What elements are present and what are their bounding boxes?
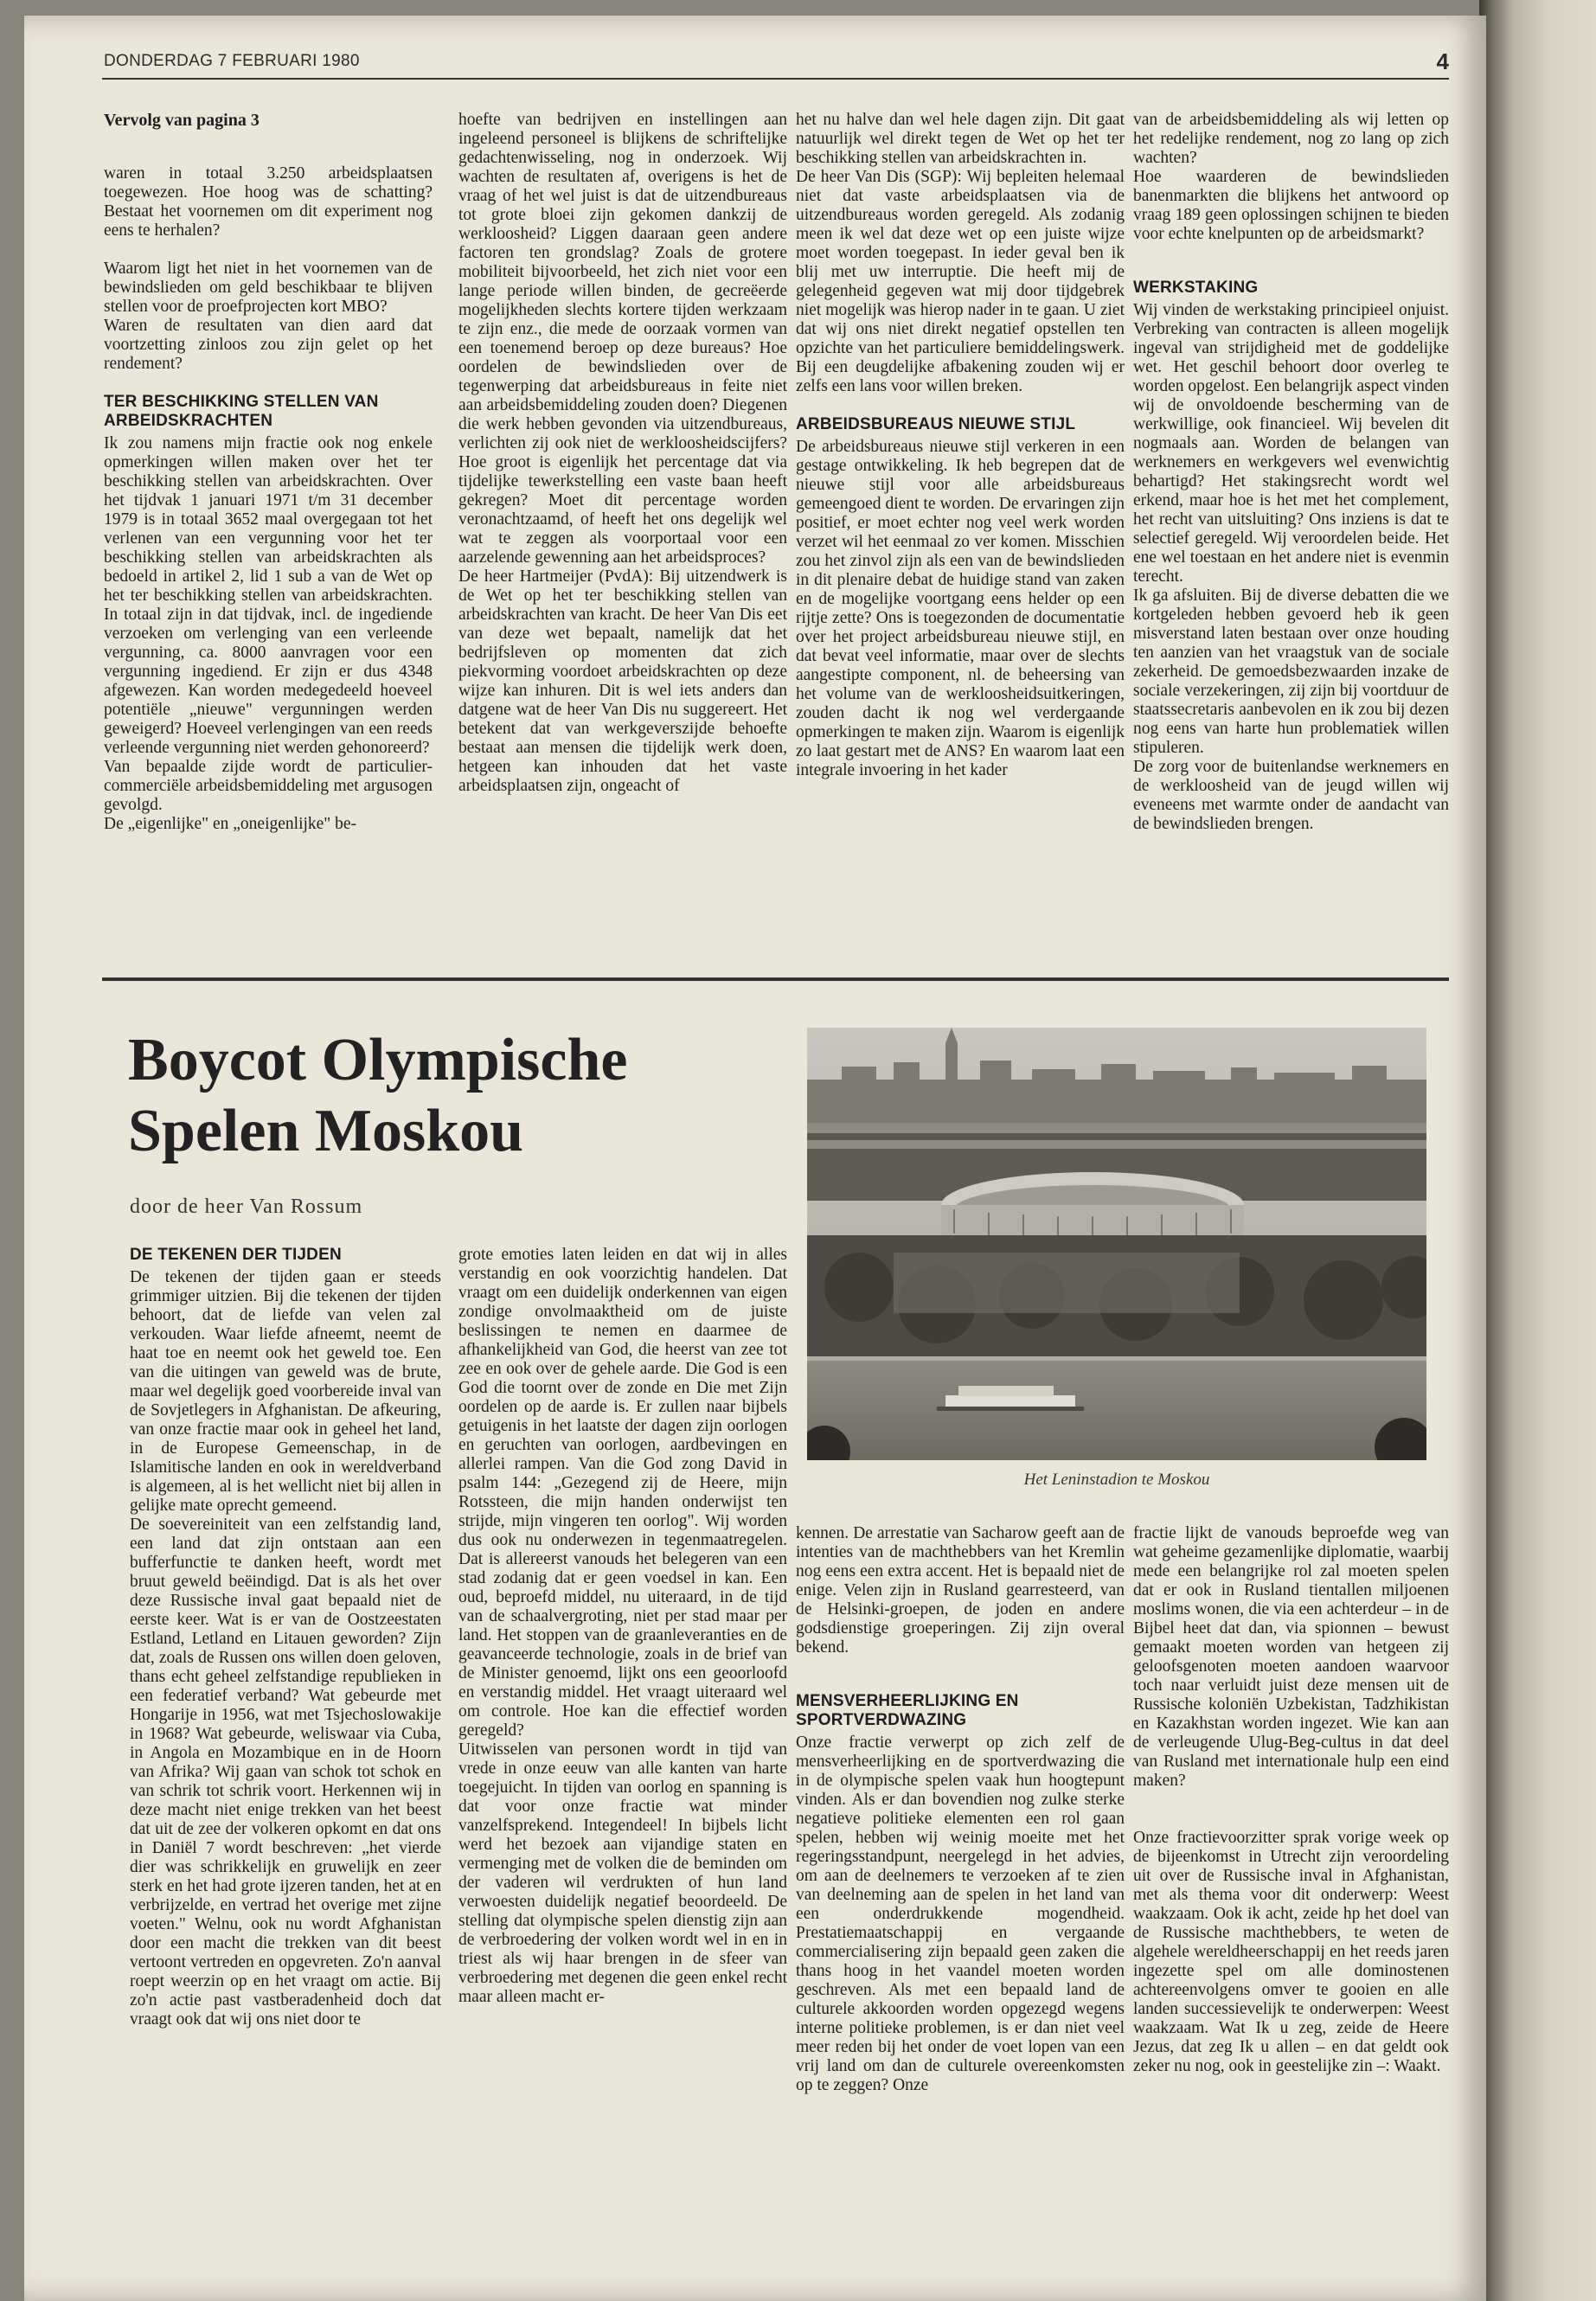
paragraph: De tekenen der tijden gaan er steeds grimmiger uitzien. Bij die tekenen der tijden behoort, dat de liefde van velen zal verkouden. Waar liefde afneemt, neemt de haat toe en neemt ook het geweld toe. Een van die uitingen van geweld was de brute, maar wel degelijk goed voorbereide inval van de Sovjetlegers in Afghanistan. De afkeuring, van onze fractie maar ook in geheel het land, in de Europese Gemeenschap, in de Islamitische landen en ook in wereldverband is algemeen, al is het wellicht niet bij allen in gelijke mate oprecht gemeend. xyxy=(130,1268,441,1515)
top-column-3 xyxy=(796,111,1125,780)
article-column-4 xyxy=(1133,1524,1449,2076)
paragraph: het nu halve dan wel hele dagen zijn. Dit gaat natuurlijk wel direkt tegen de Wet op het ter beschikking stellen van arbeidskrachten in. xyxy=(796,111,1125,167)
paragraph: fractie lijkt de vanouds beproefde weg van wat geheime gezamenlijke diplomatie, waarbij mede een belangrijke rol zal moeten spelen dat er ook in Rusland tientallen miljoenen moslims wonen, die via een achterdeur – in de Bijbel heet dat dan, via spionnen – bewust gemaakt moeten worden van hetgeen zij geloofsgenoten moeten aandoen waarvoor toch naar verluidt juist deze mensen uit de Russische koloniën Uzbekistan, Tadzhikistan en Kazakhstan worden ingezet. Wie kan aan de verleugende Ulug-Beg-cultus in dat deel van Rusland met internationale hulp een eind maken? xyxy=(1133,1524,1449,1790)
top-column-2 xyxy=(458,111,787,796)
top-column-4 xyxy=(1133,111,1449,834)
paragraph: De soevereiniteit van een zelfstandig land, een land dat zijn ontstaan aan een bufferfunctie te danken heeft, wordt met bruut geweld beëindigd. Dat is als het over deze Russische inval gaat bepaald niet de eerste keer. Wat is er van de Oostzeestaten Estland, Letland en Litauen geworden? Zijn dat, zoals de Russen ons willen doen geloven, thans echt geheel zelfstandige republieken in een federatief verband? Wat gebeurde met Hongarije in 1956, wat met Tsjechoslowakije in 1968? Wat gebeurde, weliswaar via Cuba, in Angola en Mozambique en in de Hoorn van Afrika? Wij gaan van schok tot schok en van schrik tot schrik voort. Herkennen wij in deze macht niet enige trekken van het beest dat uit de zee der volkeren opkomt en dat ons in Daniël 7 wordt beschreven: „het vierde dier was schrikkelijk en gruwelijk en zeer sterk en het had grote ijzeren tanden, het at en verbrijzelde, en vertrad het overige met zijne voeten." Welnu, ook nu wordt Afghanistan door een macht die trekken van dit beest vertoont vertreden en opgevreten. Zo'n aanval roept weerzin op en het vraagt om actie. Bij zo'n actie past vastberadenheid doch dat vraagt ook dat wij ons niet door te xyxy=(130,1516,441,2029)
article-headline: Boycot Olympische Spelen Moskou xyxy=(128,1027,628,1164)
photo-caption: Het Leninstadion te Moskou xyxy=(1023,1471,1210,1489)
paragraph: Uitwisselen van personen wordt in tijd van vrede in onze eeuw van alle kanten van harte toegejuicht. In tijden van oorlog en spanning is dat voor onze fractie wat minder vanzelfsprekend. Integendeel! In bijbels licht werd het bezoek aan vijandige staten en vermenging met de volken die de beminden om der vaderen wil verdrukten of hun land verwoesten duidelijk negatief beoordeeld. De stelling dat olympische spelen dienstig zijn aan de verbroedering der volken wordt wel in en in triest als wij haar brengen in de sfeer van verbroedering met degenen die geen enkel recht maar alleen macht er- xyxy=(458,1740,787,2006)
section-heading: ARBEIDSBUREAUS NIEUWE STIJL xyxy=(796,415,1076,433)
article-column-1 xyxy=(130,1246,441,2029)
stadium-photo-image xyxy=(807,1028,1426,1460)
paragraph: De „eigenlijke" en „oneigenlijke" be- xyxy=(104,815,357,833)
paragraph: De heer Van Dis (SGP): Wij bepleiten helemaal niet dat vaste arbeidsplaatsen via de uitzendbureaus worden geregeld. Als zodanig meen ik wel dat deze wet op een juiste wijze moet worden toegepast. In ieder geval ben ik blij met uw interruptie. Die heeft mij de gelegenheid gegeven wat mij door tijdgebrek niet mogelijk was hierop nader in te gaan. U ziet dat wij ons niet direkt negatief opstellen ten opzichte van het particuliere bemiddelingswerk. Bij een deugdelijke afbakening zouden wij er zelfs een lans voor willen breken. xyxy=(796,168,1125,395)
top-column-1 xyxy=(104,111,433,834)
page-number: 4 xyxy=(1436,48,1449,74)
article-column-3 xyxy=(796,1524,1125,2095)
issue-date: DONDERDAG 7 FEBRUARI 1980 xyxy=(104,52,360,70)
paragraph: Van bepaalde zijde wordt de particulier-commerciële arbeidsbemiddeling met argusogen gevolgd. xyxy=(104,758,433,814)
section-heading: MENSVERHEERLIJKING EN SPORTVERDWAZING xyxy=(796,1692,1019,1729)
paragraph: De heer Hartmeijer (PvdA): Bij uitzendwerk is de Wet op het ter beschikking stellen van arbeidskrachten van kracht. De heer Van Dis eet van deze wet bepaalt, namelijk dat het bedrijfsleven op momenten dat zich piekvorming voordoet arbeidskrachten op deze wijze kan inhuren. Dit is wel iets anders dan datgene wat de heer Van Dis nu suggereert. Het betekent dat van werkgeverszijde behoefte bestaat aan mensen die tijdelijk werk doen, hetgeen kan inhouden dat het vaste arbeidsplaatsen zijn, ongeacht of xyxy=(458,567,787,795)
paragraph: grote emoties laten leiden en dat wij in alles verstandig en ook voorzichtig handelen. Dat vraagt om een duidelijk onderkennen van eigen zondige onvolmaaktheid om de juiste beslissingen te nemen en daarmee de afhankelijkheid van God, die heerst van zee tot zee en ook over de gehele aarde. Die God is een God die toornt over de zonde en Die met Zijn oordelen op de aarde is. Er zullen naar bijbels getuigenis in het laatste der dagen zijn oorlogen en geruchten van oorlogen, aardbevingen en allerlei rampen. Van die God zong David in psalm 144: „Gezegend zij de Heere, mijn Rotssteen, die mijn handen onderwijst ten strijde, mijn vingeren ten oorlog". Wij worden dus ook nu onderwezen in tegenmaatregelen. Dat is allereerst vanouds het belegeren van een stad zodanig dat er geen voedsel in kan. Een oud, beproefd middel, nu uiteraard, in de tijd van de schaalvergroting, niet per stad maar per land. Het stoppen van de graanleveranties en de geavanceerde technologie, zoals in de brief van de Minister genoemd, lijkt ons een geoorloofd en verstandig middel. Het vraagt uiteraard wel om controle. Hoe kan die effectief worden geregeld? xyxy=(458,1246,787,1740)
paragraph: hoefte van bedrijven en instellingen aan ingeleend personeel is blijkens de schriftelijke gedachtenwisseling, nog in onderzoek. Wij wachten de resultaten af, overigens is het de vraag of het wel juist is dat de uitzendbureaus tot grote bloei zijn gekomen dankzij de werkloosheid? Liggen daaraan geen andere factoren ten grondslag? Zoals de grotere mobiliteit bijvoorbeeld, het zich niet voor een lange periode willen binden, de gecreëerde mogelijkheden slechts kortere tijden werkzaam te zijn enz., die mede de oorzaak vormen van een toenemend beroep op deze bureaus? Hoe oordelen de bewindslieden over de tegenwerping dat arbeidsbureaus in feite niet aan arbeidsbemiddeling zouden doen? Diegenen die werk hebben gevonden via uitzendbureaus, verlichten zij ook niet de werkloosheidscijfers? Hoe groot is eigenlijk het percentage dat via tijdelijke tewerkstelling een vaste baan heeft gekregen? Moet dit percentage worden veronachtzaamd, of heeft het ons degelijk wel wat te zeggen als voorportaal voor een aarzelende gewenning aan het arbeidsproces? xyxy=(458,111,787,567)
paragraph: van de arbeidsbemiddeling als wij letten op het redelijke rendement, nog zo lang op zich wachten? xyxy=(1133,111,1449,167)
paragraph: Wij vinden de werkstaking principieel onjuist. Verbreking van contracten is alleen mogelijk ingeval van strijdigheid met de goddelijke wet. Het geschil behoort door overleg te worden opgelost. Een belangrijk aspect vinden wij de onvoldoende bescherming van de werkwillige, ook financieel. Wij bevelen dit nogmaals aan. Worden de belangen van werknemers en werkgevers wel evenwichtig behartigd? Het stakingsrecht wordt wel erkend, maar hoe is het met het complement, het recht van uitsluiting? Ons inziens is dat te selectief geregeld. Wij veroordelen beide. Het ene wel toestaan en het andere niet is evenmin terecht. xyxy=(1133,301,1449,586)
continued-from: Vervolg van pagina 3 xyxy=(104,111,260,130)
paragraph: Ik ga afsluiten. Bij de diverse debatten die we kortgeleden hebben gevoerd heb ik geen misverstand laten bestaan over onze houding ten aanzien van het vraagstuk van de sociale zekerheid. De gemoedsbezwaarden inzake de sociale verzekeringen, zij zijn bij voortduur de staatssecretaris aanbevolen en ik zou bij dezen nog eens van harte hun problematiek willen stipuleren. xyxy=(1133,586,1449,757)
paragraph: Hoe waarderen de bewindslieden banenmarkten die blijkens het antwoord op vraag 189 geen oplossingen schijnen te bieden voor echte knelpunten op de arbeidsmarkt? xyxy=(1133,168,1449,243)
section-heading: DE TEKENEN DER TIJDEN xyxy=(130,1246,342,1264)
section-divider xyxy=(102,977,1449,981)
paragraph: De zorg voor de buitenlandse werknemers en de werkloosheid van de jeugd willen wij eveneens met warmte onder de aandacht van de bewindslieden brengen. xyxy=(1133,758,1449,833)
paragraph: De arbeidsbureaus nieuwe stijl verkeren in een gestage ontwikkeling. Ik heb begrepen dat de nieuwe stijl voor alle arbeidsbureaus gemeengoed dient te worden. De ervaringen zijn positief, er moet echter nog veel werk worden verzet wil het eenmaal zo ver komen. Misschien zou het zinvol zijn als een van de bewindslieden in dit plenaire debat de huidige stand van zaken en de mogelijke voortgang eens helder op een rijtje zette? Ons is toegezonden de documentatie over het project arbeidsbureau nieuwe stijl, en dat bevat veel informatie, maar over de slechts aangestipte component, nl. de beheersing van het volume van de werkloosheidsuitkeringen, zouden dacht ik nog wel verdergaande opmerkingen te maken zijn. Waarom is eigenlijk zo laat gestart met de ANS? En waarom laat een integrale invoering in het kader xyxy=(796,438,1125,779)
section-heading: TER BESCHIKKING STELLEN VAN ARBEIDSKRACHTEN xyxy=(104,393,379,430)
paragraph: Waarom ligt het niet in het voornemen van de bewindslieden om geld beschikbaar te blijven stellen voor de proefprojecten kort MBO? xyxy=(104,260,433,316)
paragraph: Onze fractievoorzitter sprak vorige week op de bijeenkomst in Utrecht zijn veroordeling uit over de Russische inval in Afghanistan, met als thema voor dit onderwerp: Weest waakzaam. Ook ik acht, zeide hp het doel van de Russische machthebbers, te weten de algehele wereldheerschappij en het reeds jaren ingezette spel om alle dominostenen achtereenvolgens omver te gooien en alle landen successievelijk te onderwerpen: Weest waakzaam. Wat Ik u zeg, zeide de Heere Jezus, dat zeg Ik u allen – en dat geldt ook zeker nu nog, ook in geestelijke zin –: Waakt. xyxy=(1133,1829,1449,2075)
header-rule xyxy=(102,78,1449,80)
paragraph: Waren de resultaten van dien aard dat voortzetting zinloos zou zijn gelet op het rendement? xyxy=(104,317,433,373)
article-column-2 xyxy=(458,1246,787,2007)
paragraph: kennen. De arrestatie van Sacharow geeft aan de intenties van de machthebbers van het Kremlin nog eens een extra accent. Het is bepaald niet de enige. Velen zijn in Rusland gearresteerd, van de Helsinki-groepen, de joden en andere godsdienstige groeperingen. Zij zijn overal bekend. xyxy=(796,1524,1125,1657)
section-heading: WERKSTAKING xyxy=(1133,279,1259,297)
stadium-photo xyxy=(807,1028,1426,1460)
paragraph: Ik zou namens mijn fractie ook nog enkele opmerkingen willen maken over het ter beschikking stellen van arbeidskrachten. Over het tijdvak 1 januari 1971 t/m 31 december 1979 is in totaal 3652 maal overgegaan tot het verlenen van een vergunning voor het ter beschikking stellen van arbeidskrachten als bedoeld in artikel 2, lid 1 sub a van de Wet op het ter beschikking stellen van arbeidskrachten. In totaal zijn in dat tijdvak, incl. de ingediende verzoeken om verlenging van een verleende vergunning, ca. 8000 aanvragen voor een vergunning ingediend. Er zijn er dus 4348 afgewezen. Kan worden medegedeeld hoeveel potentiële „nieuwe" vergunningen werden geweigerd? Hoeveel verlengingen van een reeds verleende vergunning niet werden gehonoreerd? xyxy=(104,434,433,757)
paragraph: waren in totaal 3.250 arbeidsplaatsen toegewezen. Hoe hoog was de schatting? Bestaat het voornemen om dit experiment nog eens te herhalen? xyxy=(104,164,433,240)
paragraph: Onze fractie verwerpt op zich zelf de mensverheerlijking en de sportverdwazing die in de olympische spelen vaak hun hoogtepunt vinden. Als er dan bovendien nog zulke sterke negatieve politieke elementen een rol gaan spelen, hebben wij weinig moeite met het regeringsstandpunt, neergelegd in het advies, om aan de deelnemers te verzoeken af te zien van deelneming aan de spelen in het land van een onderdrukkende mogendheid. Prestatiemaatschappij en vergaande commercialisering zijn bepaald geen zaken die thans hoog in het vaandel moeten worden geschreven. Als met een bepaald land de culturele akkoorden worden opgezegd wegens interne politieke problemen, is er dan niet veel meer reden bij het onder de voet lopen van een vrij land om dan de culturele overeenkomsten op te zeggen? Onze xyxy=(796,1734,1125,2094)
newspaper-spine xyxy=(1479,0,1596,2301)
article-byline: door de heer Van Rossum xyxy=(130,1195,363,1218)
